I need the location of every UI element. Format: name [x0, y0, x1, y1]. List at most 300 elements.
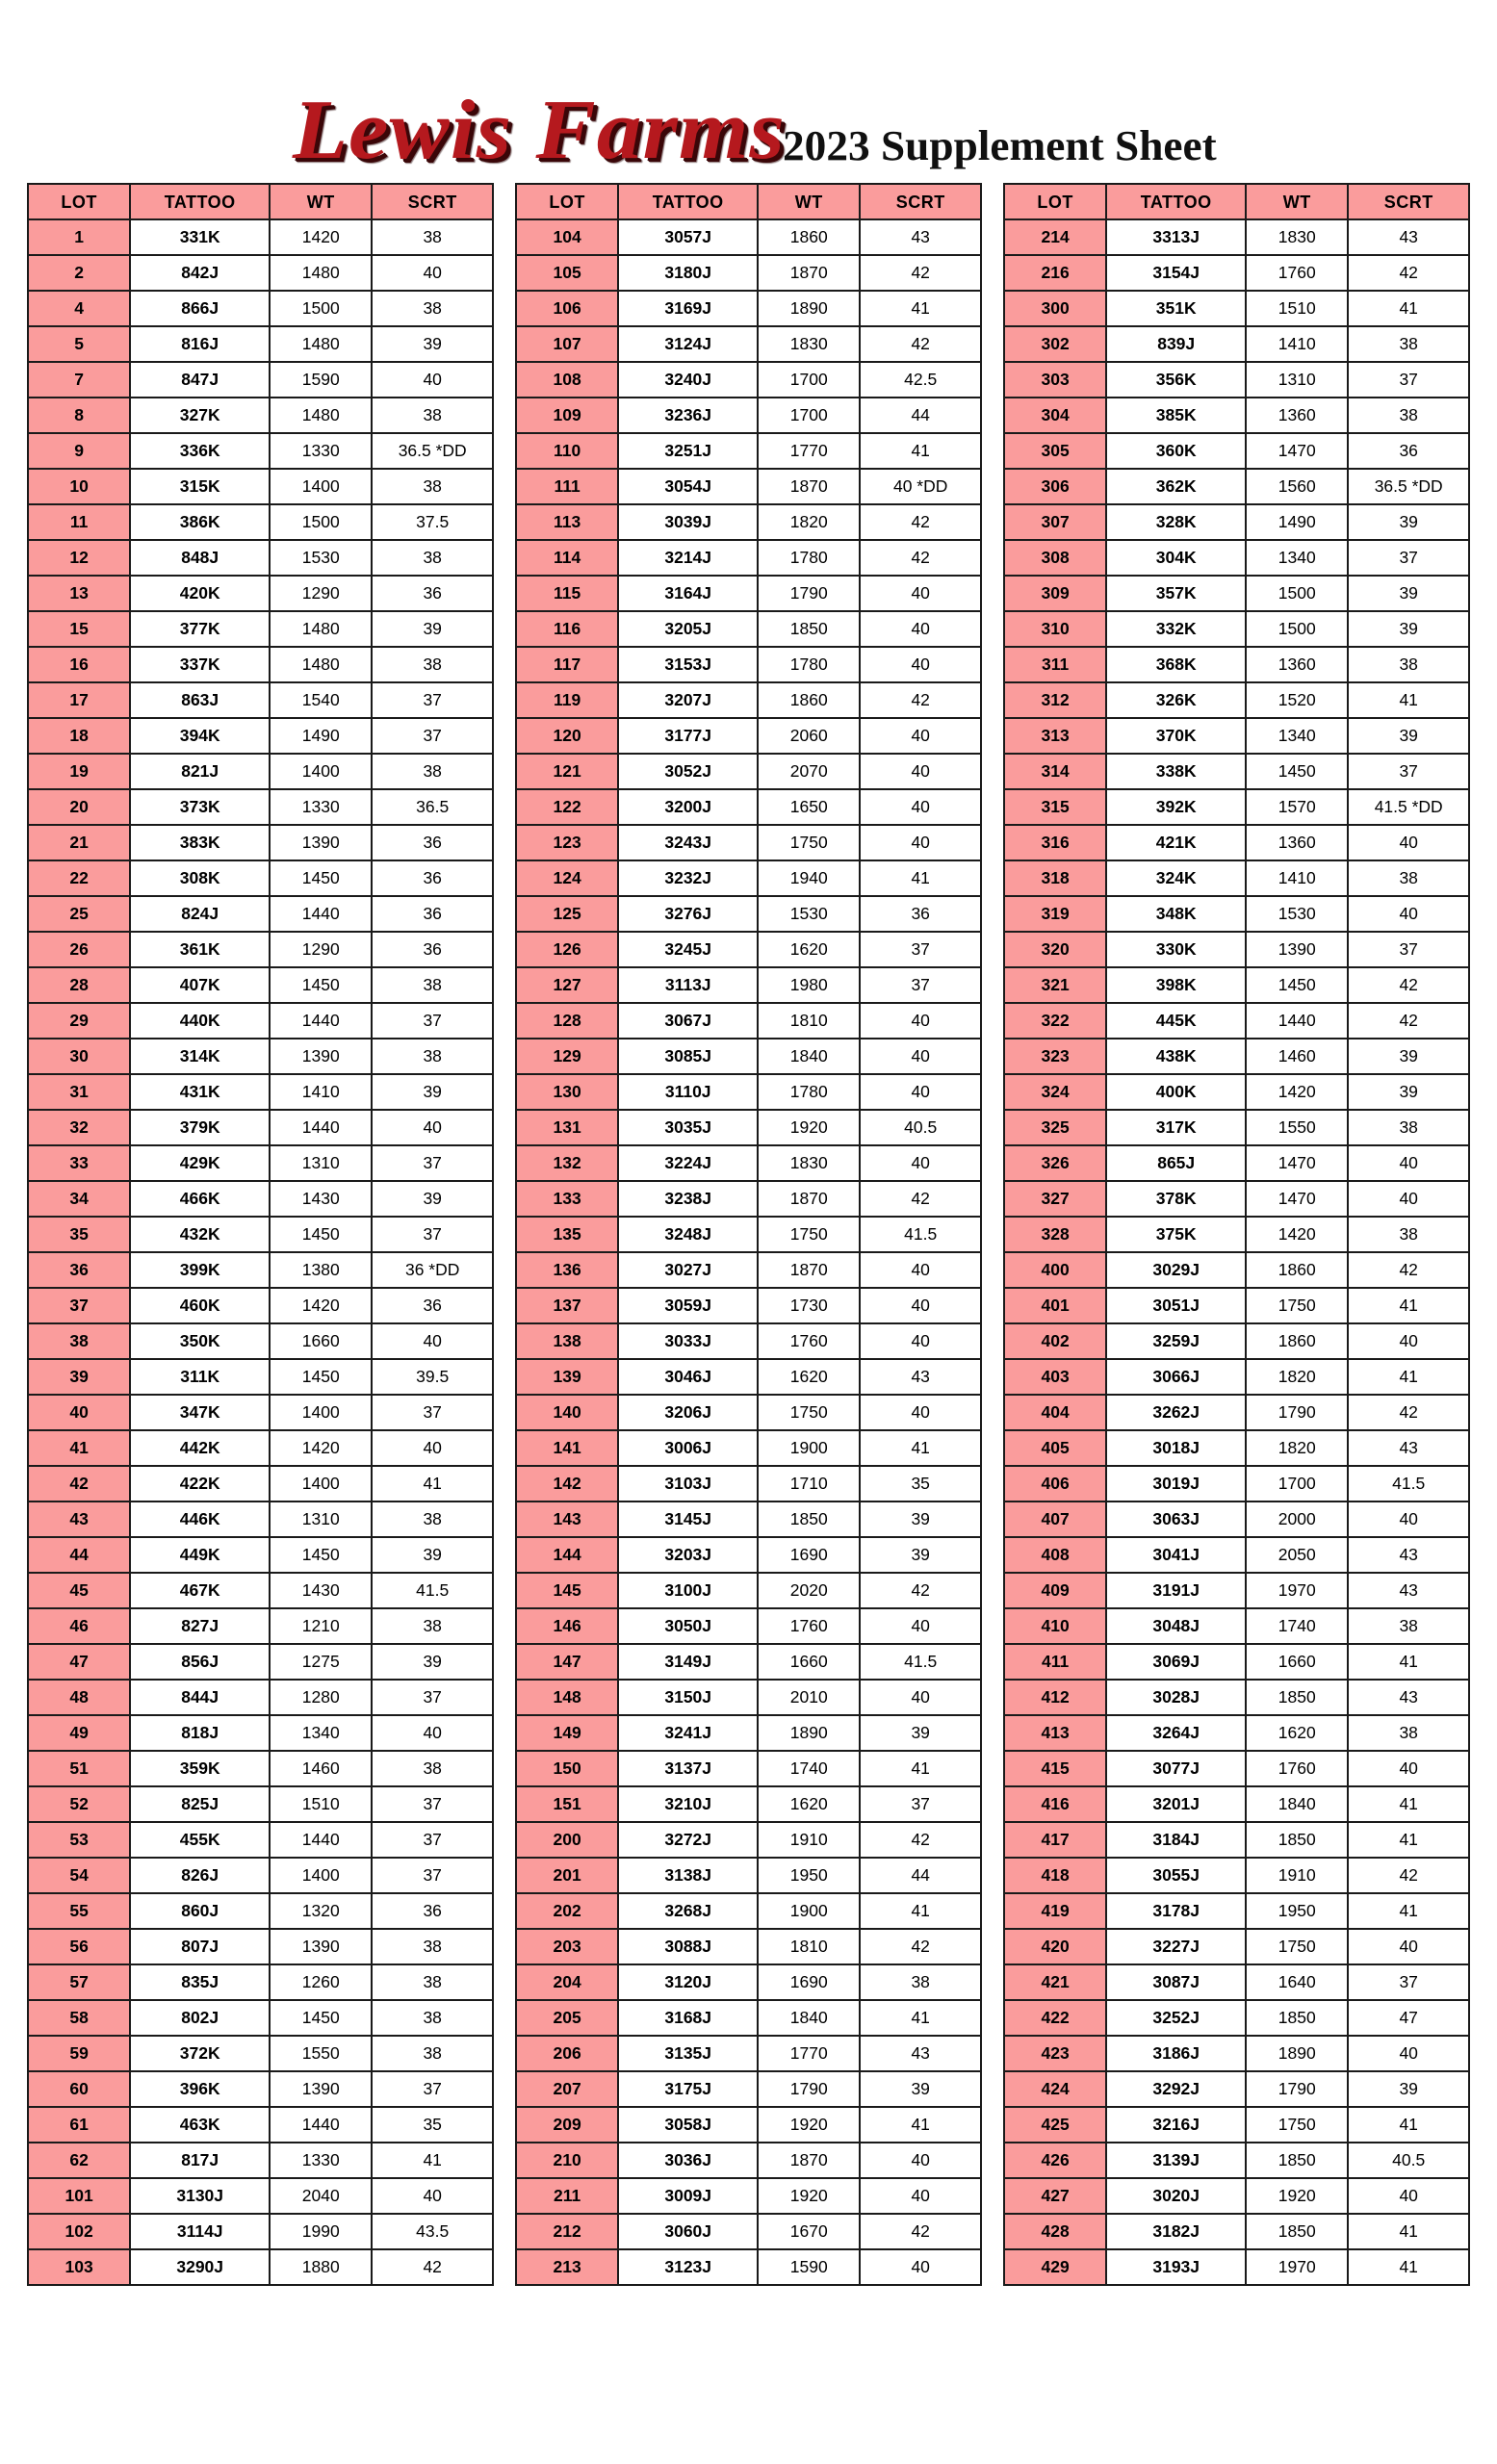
cell-lot: 205: [516, 2000, 618, 2036]
cell-lot: 419: [1004, 1893, 1106, 1929]
cell-wt: 1590: [270, 362, 372, 398]
cell-scrt: 38: [1348, 1217, 1469, 1252]
table-row: [516, 1502, 981, 1537]
cell-scrt: 44: [860, 1858, 981, 1893]
cell-wt: 1420: [270, 1288, 372, 1323]
cell-scrt: 39: [372, 1537, 493, 1573]
cell-lot: 61: [28, 2107, 130, 2143]
cell-wt: 1420: [1246, 1217, 1348, 1252]
table-row: [28, 1680, 493, 1715]
cell-wt: 1780: [758, 540, 860, 576]
cell-wt: 1390: [270, 1039, 372, 1074]
cell-lot: 425: [1004, 2107, 1106, 2143]
table-row: [1004, 504, 1469, 540]
cell-scrt: 37: [372, 1786, 493, 1822]
col-header-wt: WT: [270, 184, 372, 219]
cell-tattoo: 3048J: [1106, 1608, 1246, 1644]
table-row: [28, 2214, 493, 2249]
cell-wt: 1530: [1246, 896, 1348, 932]
cell-scrt: 43: [860, 1359, 981, 1395]
cell-wt: 1740: [758, 1751, 860, 1786]
cell-wt: 1210: [270, 1608, 372, 1644]
cell-lot: 125: [516, 896, 618, 932]
cell-lot: 304: [1004, 398, 1106, 433]
cell-lot: 412: [1004, 1680, 1106, 1715]
cell-lot: 119: [516, 682, 618, 718]
table-row: [1004, 1537, 1469, 1573]
table-row: [28, 362, 493, 398]
cell-wt: 1830: [758, 1145, 860, 1181]
cell-scrt: 39: [1348, 1074, 1469, 1110]
cell-wt: 1550: [1246, 1110, 1348, 1145]
cell-tattoo: 3009J: [618, 2178, 758, 2214]
cell-tattoo: 3110J: [618, 1074, 758, 1110]
cell-tattoo: 817J: [130, 2143, 270, 2178]
cell-scrt: 41: [372, 2143, 493, 2178]
cell-scrt: 37: [372, 1145, 493, 1181]
cell-scrt: 36: [372, 896, 493, 932]
table-row: [516, 1573, 981, 1608]
cell-tattoo: 379K: [130, 1110, 270, 1145]
cell-lot: 207: [516, 2071, 618, 2107]
cell-tattoo: 445K: [1106, 1003, 1246, 1039]
cell-tattoo: 3177J: [618, 718, 758, 754]
table-row: [1004, 1003, 1469, 1039]
cell-tattoo: 844J: [130, 1680, 270, 1715]
cell-scrt: 43: [860, 2036, 981, 2071]
cell-tattoo: 362K: [1106, 469, 1246, 504]
cell-wt: 1760: [1246, 255, 1348, 291]
cell-wt: 1490: [1246, 504, 1348, 540]
cell-wt: 1850: [758, 1502, 860, 1537]
cell-tattoo: 440K: [130, 1003, 270, 1039]
cell-lot: 25: [28, 896, 130, 932]
cell-wt: 1660: [1246, 1644, 1348, 1680]
cell-scrt: 40: [1348, 896, 1469, 932]
cell-scrt: 42: [860, 540, 981, 576]
table-row: [516, 967, 981, 1003]
table-row: [28, 1466, 493, 1502]
cell-wt: 1850: [1246, 1822, 1348, 1858]
cell-tattoo: 449K: [130, 1537, 270, 1573]
cell-lot: 31: [28, 1074, 130, 1110]
cell-lot: 426: [1004, 2143, 1106, 2178]
cell-wt: 1450: [270, 1537, 372, 1573]
table-row: [516, 611, 981, 647]
cell-scrt: 39: [372, 1644, 493, 1680]
cell-scrt: 36.5: [372, 789, 493, 825]
table-row: [28, 932, 493, 967]
cell-scrt: 40: [860, 2178, 981, 2214]
cell-wt: 1420: [270, 219, 372, 255]
cell-scrt: 38: [372, 469, 493, 504]
cell-scrt: 40: [372, 1430, 493, 1466]
cell-lot: 422: [1004, 2000, 1106, 2036]
cell-tattoo: 429K: [130, 1145, 270, 1181]
cell-tattoo: 328K: [1106, 504, 1246, 540]
table-row: [516, 1964, 981, 2000]
cell-scrt: 41: [1348, 1359, 1469, 1395]
cell-lot: 18: [28, 718, 130, 754]
cell-wt: 1870: [758, 1181, 860, 1217]
cell-lot: 130: [516, 1074, 618, 1110]
cell-tattoo: 3184J: [1106, 1822, 1246, 1858]
table-row: [28, 2249, 493, 2285]
table-row: [516, 1359, 981, 1395]
cell-scrt: 43.5: [372, 2214, 493, 2249]
cell-wt: 1400: [270, 1395, 372, 1430]
cell-lot: 120: [516, 718, 618, 754]
cell-scrt: 47: [1348, 2000, 1469, 2036]
cell-lot: 110: [516, 433, 618, 469]
cell-scrt: 37: [372, 1680, 493, 1715]
cell-lot: 2: [28, 255, 130, 291]
cell-tattoo: 368K: [1106, 647, 1246, 682]
cell-tattoo: 332K: [1106, 611, 1246, 647]
cell-lot: 38: [28, 1323, 130, 1359]
cell-scrt: 40: [372, 1715, 493, 1751]
table-row: [28, 1929, 493, 1964]
cell-tattoo: 3139J: [1106, 2143, 1246, 2178]
table-row: [28, 576, 493, 611]
cell-scrt: 43: [1348, 1680, 1469, 1715]
cell-scrt: 40: [860, 576, 981, 611]
cell-tattoo: 377K: [130, 611, 270, 647]
table-row: [1004, 2214, 1469, 2249]
cell-wt: 1390: [270, 2071, 372, 2107]
table-row: [1004, 1323, 1469, 1359]
cell-scrt: 37: [372, 1003, 493, 1039]
cell-lot: 319: [1004, 896, 1106, 932]
cell-wt: 1500: [1246, 611, 1348, 647]
cell-scrt: 38: [1348, 326, 1469, 362]
cell-scrt: 37: [372, 1822, 493, 1858]
cell-tattoo: 350K: [130, 1323, 270, 1359]
cell-scrt: 41: [860, 1751, 981, 1786]
table-row: [516, 1715, 981, 1751]
cell-wt: 1880: [270, 2249, 372, 2285]
cell-wt: 1870: [758, 469, 860, 504]
cell-wt: 2040: [270, 2178, 372, 2214]
cell-tattoo: 399K: [130, 1252, 270, 1288]
table-row: [1004, 1074, 1469, 1110]
cell-wt: 2050: [1246, 1537, 1348, 1573]
cell-scrt: 42: [372, 2249, 493, 2285]
cell-scrt: 41: [1348, 1822, 1469, 1858]
cell-lot: 60: [28, 2071, 130, 2107]
cell-scrt: 35: [372, 2107, 493, 2143]
cell-scrt: 37: [860, 1786, 981, 1822]
cell-wt: 1330: [270, 2143, 372, 2178]
table-row: [28, 433, 493, 469]
cell-tattoo: 3206J: [618, 1395, 758, 1430]
cell-tattoo: 356K: [1106, 362, 1246, 398]
cell-wt: 2060: [758, 718, 860, 754]
cell-wt: 1420: [1246, 1074, 1348, 1110]
cell-lot: 146: [516, 1608, 618, 1644]
cell-lot: 28: [28, 967, 130, 1003]
cell-lot: 121: [516, 754, 618, 789]
table-row: [516, 540, 981, 576]
cell-scrt: 42: [860, 1929, 981, 1964]
table-row: [1004, 1145, 1469, 1181]
cell-scrt: 38: [372, 754, 493, 789]
cell-lot: 101: [28, 2178, 130, 2214]
cell-scrt: 37: [372, 1858, 493, 1893]
table-row: [1004, 1822, 1469, 1858]
cell-tattoo: 3088J: [618, 1929, 758, 1964]
table-row: [516, 825, 981, 860]
cell-wt: 1850: [1246, 2214, 1348, 2249]
table-row: [28, 611, 493, 647]
table-row: [28, 2178, 493, 2214]
cell-lot: 104: [516, 219, 618, 255]
cell-lot: 133: [516, 1181, 618, 1217]
cell-lot: 309: [1004, 576, 1106, 611]
cell-scrt: 36: [1348, 433, 1469, 469]
table-row: [1004, 2143, 1469, 2178]
cell-wt: 1940: [758, 860, 860, 896]
table-row: [1004, 469, 1469, 504]
cell-scrt: 37: [372, 1395, 493, 1430]
cell-tattoo: 3046J: [618, 1359, 758, 1395]
cell-scrt: 37: [860, 967, 981, 1003]
cell-lot: 407: [1004, 1502, 1106, 1537]
cell-tattoo: 3060J: [618, 2214, 758, 2249]
cell-wt: 1390: [270, 1929, 372, 1964]
cell-tattoo: 3216J: [1106, 2107, 1246, 2143]
cell-lot: 200: [516, 1822, 618, 1858]
cell-scrt: 40: [860, 1323, 981, 1359]
cell-scrt: 41: [860, 1893, 981, 1929]
cell-scrt: 39: [860, 1715, 981, 1751]
cell-lot: 320: [1004, 932, 1106, 967]
cell-lot: 420: [1004, 1929, 1106, 1964]
cell-tattoo: 3029J: [1106, 1252, 1246, 1288]
cell-scrt: 42: [1348, 1003, 1469, 1039]
cell-wt: 1980: [758, 967, 860, 1003]
cell-wt: 1750: [1246, 2107, 1348, 2143]
cell-tattoo: 3169J: [618, 291, 758, 326]
cell-lot: 141: [516, 1430, 618, 1466]
cell-scrt: 39: [1348, 576, 1469, 611]
cell-tattoo: 3240J: [618, 362, 758, 398]
cell-scrt: 41: [1348, 291, 1469, 326]
cell-wt: 1380: [270, 1252, 372, 1288]
cell-tattoo: 860J: [130, 1893, 270, 1929]
cell-wt: 1760: [1246, 1751, 1348, 1786]
table-row: [1004, 2107, 1469, 2143]
cell-tattoo: 839J: [1106, 326, 1246, 362]
table-row: [28, 291, 493, 326]
cell-tattoo: 373K: [130, 789, 270, 825]
cell-wt: 1450: [1246, 967, 1348, 1003]
cell-lot: 144: [516, 1537, 618, 1573]
lot-table-middle-wrapper: [515, 183, 982, 2286]
cell-lot: 306: [1004, 469, 1106, 504]
cell-tattoo: 378K: [1106, 1181, 1246, 1217]
cell-tattoo: 3050J: [618, 1608, 758, 1644]
cell-tattoo: 420K: [130, 576, 270, 611]
cell-scrt: 36: [372, 825, 493, 860]
cell-wt: 1690: [758, 1537, 860, 1573]
cell-tattoo: 311K: [130, 1359, 270, 1395]
table-header-middle: [516, 184, 981, 219]
cell-lot: 36: [28, 1252, 130, 1288]
table-row: [1004, 1039, 1469, 1074]
table-row: [28, 860, 493, 896]
cell-wt: 1770: [758, 433, 860, 469]
cell-scrt: 36: [372, 576, 493, 611]
table-row: [1004, 1110, 1469, 1145]
cell-tattoo: 3100J: [618, 1573, 758, 1608]
cell-scrt: 40: [1348, 1502, 1469, 1537]
table-row: [516, 219, 981, 255]
cell-scrt: 39: [1348, 611, 1469, 647]
cell-wt: 1330: [270, 433, 372, 469]
cell-wt: 1440: [1246, 1003, 1348, 1039]
cell-tattoo: 3059J: [618, 1288, 758, 1323]
cell-tattoo: 3193J: [1106, 2249, 1246, 2285]
cell-tattoo: 3272J: [618, 1822, 758, 1858]
cell-lot: 315: [1004, 789, 1106, 825]
cell-scrt: 38: [372, 1929, 493, 1964]
table-row: [28, 825, 493, 860]
cell-scrt: 39: [860, 1537, 981, 1573]
cell-wt: 1850: [758, 611, 860, 647]
cell-scrt: 36.5 *DD: [372, 433, 493, 469]
cell-lot: 314: [1004, 754, 1106, 789]
cell-lot: 214: [1004, 219, 1106, 255]
cell-tattoo: 3264J: [1106, 1715, 1246, 1751]
table-row: [28, 1359, 493, 1395]
table-row: [1004, 754, 1469, 789]
table-row: [28, 718, 493, 754]
cell-lot: 20: [28, 789, 130, 825]
cell-scrt: 40: [860, 789, 981, 825]
table-row: [28, 2143, 493, 2178]
table-row: [1004, 1430, 1469, 1466]
cell-scrt: 41: [860, 2000, 981, 2036]
table-row: [516, 1644, 981, 1680]
cell-tattoo: 3051J: [1106, 1288, 1246, 1323]
cell-wt: 1830: [758, 326, 860, 362]
cell-scrt: 42: [1348, 1858, 1469, 1893]
cell-scrt: 39: [1348, 1039, 1469, 1074]
cell-tattoo: 466K: [130, 1181, 270, 1217]
cell-scrt: 41: [860, 291, 981, 326]
cell-wt: 1400: [270, 1466, 372, 1502]
cell-wt: 1470: [1246, 1181, 1348, 1217]
cell-scrt: 37: [1348, 1964, 1469, 2000]
cell-wt: 1510: [1246, 291, 1348, 326]
cell-scrt: 41: [1348, 2249, 1469, 2285]
table-row: [516, 469, 981, 504]
cell-scrt: 42: [1348, 1252, 1469, 1288]
cell-scrt: 38: [372, 291, 493, 326]
cell-wt: 1890: [758, 1715, 860, 1751]
cell-tattoo: 863J: [130, 682, 270, 718]
cell-tattoo: 3313J: [1106, 219, 1246, 255]
cell-scrt: 42: [860, 1181, 981, 1217]
cell-lot: 105: [516, 255, 618, 291]
cell-scrt: 40: [860, 1288, 981, 1323]
cell-lot: 114: [516, 540, 618, 576]
table-row: [28, 896, 493, 932]
cell-wt: 1275: [270, 1644, 372, 1680]
cell-lot: 417: [1004, 1822, 1106, 1858]
table-row: [28, 1573, 493, 1608]
cell-wt: 1390: [270, 825, 372, 860]
cell-tattoo: 432K: [130, 1217, 270, 1252]
cell-wt: 1870: [758, 2143, 860, 2178]
cell-wt: 1840: [1246, 1786, 1348, 1822]
cell-scrt: 41: [860, 433, 981, 469]
col-header-lot: LOT: [1004, 184, 1106, 219]
cell-wt: 1460: [1246, 1039, 1348, 1074]
cell-wt: 1660: [270, 1323, 372, 1359]
cell-wt: 1400: [270, 469, 372, 504]
cell-scrt: 39: [372, 1074, 493, 1110]
table-row: [28, 1074, 493, 1110]
cell-lot: 54: [28, 1858, 130, 1893]
cell-scrt: 38: [372, 2036, 493, 2071]
cell-wt: 1890: [1246, 2036, 1348, 2071]
cell-wt: 1820: [1246, 1359, 1348, 1395]
cell-wt: 1790: [758, 2071, 860, 2107]
cell-tattoo: 442K: [130, 1430, 270, 1466]
cell-scrt: 41: [372, 1466, 493, 1502]
cell-lot: 321: [1004, 967, 1106, 1003]
cell-scrt: 40: [860, 825, 981, 860]
cell-lot: 209: [516, 2107, 618, 2143]
cell-scrt: 39: [372, 326, 493, 362]
table-row: [1004, 860, 1469, 896]
cell-scrt: 38: [1348, 398, 1469, 433]
cell-tattoo: 3180J: [618, 255, 758, 291]
cell-scrt: 37: [372, 718, 493, 754]
cell-wt: 1500: [270, 291, 372, 326]
cell-lot: 35: [28, 1217, 130, 1252]
table-row: [28, 1893, 493, 1929]
table-row: [1004, 398, 1469, 433]
cell-wt: 1440: [270, 1110, 372, 1145]
cell-wt: 1700: [758, 362, 860, 398]
table-row: [516, 1751, 981, 1786]
table-row: [28, 1252, 493, 1288]
table-row: [28, 540, 493, 576]
cell-lot: 324: [1004, 1074, 1106, 1110]
cell-wt: 1910: [758, 1822, 860, 1858]
cell-lot: 423: [1004, 2036, 1106, 2071]
cell-scrt: 39: [372, 611, 493, 647]
cell-tattoo: 3036J: [618, 2143, 758, 2178]
cell-scrt: 38: [372, 540, 493, 576]
cell-scrt: 41: [860, 2107, 981, 2143]
table-row: [1004, 433, 1469, 469]
cell-lot: 34: [28, 1181, 130, 1217]
col-header-tattoo: TATTOO: [1106, 184, 1246, 219]
cell-wt: 1810: [758, 1003, 860, 1039]
cell-lot: 212: [516, 2214, 618, 2249]
cell-lot: 147: [516, 1644, 618, 1680]
cell-tattoo: 3214J: [618, 540, 758, 576]
table-row: [516, 1466, 981, 1502]
cell-wt: 1430: [270, 1573, 372, 1608]
cell-tattoo: 370K: [1106, 718, 1246, 754]
cell-wt: 1280: [270, 1680, 372, 1715]
table-row: [1004, 255, 1469, 291]
